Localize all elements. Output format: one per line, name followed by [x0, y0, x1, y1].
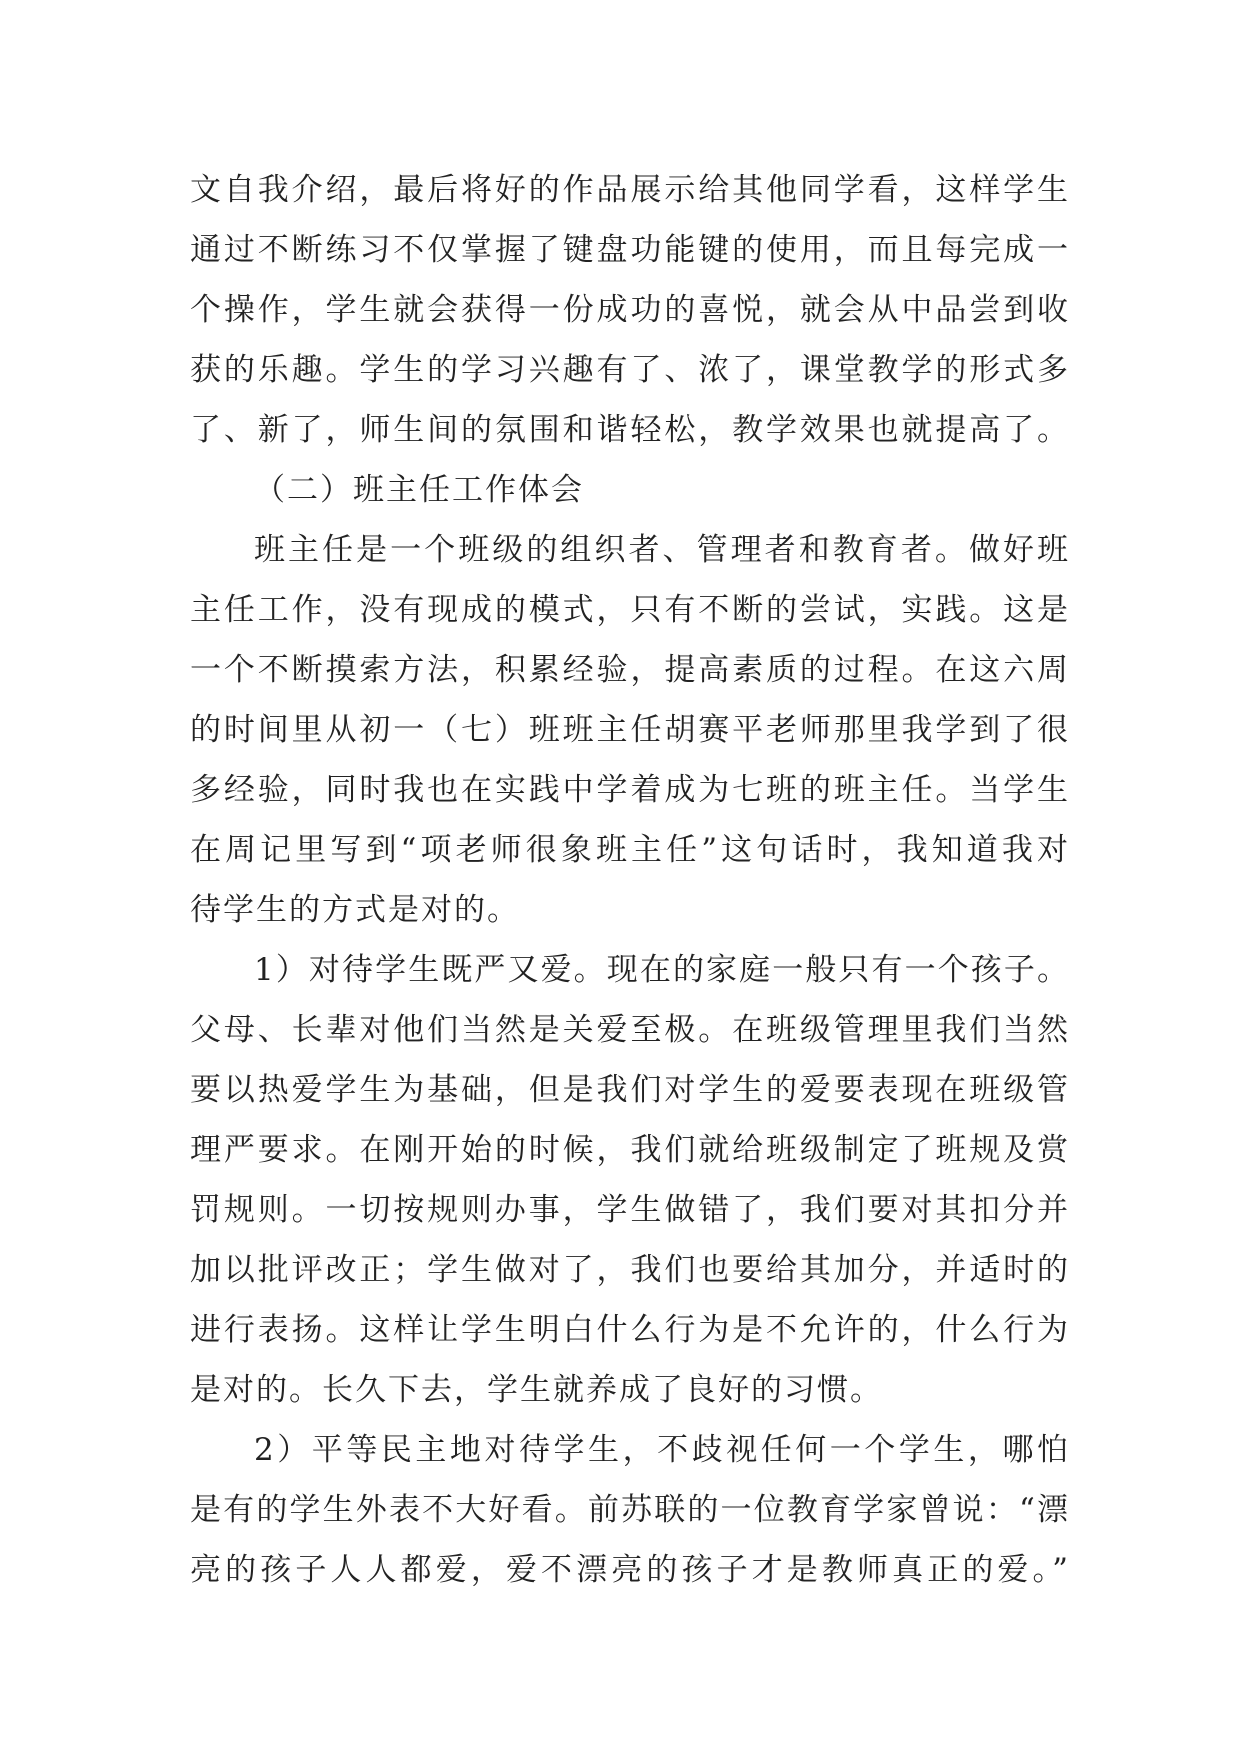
text-line: 的时间里从初一（七）班班主任胡赛平老师那里我学到了很 [190, 712, 1070, 748]
text-line: 是有的学生外表不大好看。前苏联的一位教育学家曾说：“漂 [190, 1492, 1070, 1528]
text-line: 罚规则。一切按规则办事，学生做错了，我们要对其扣分并 [190, 1192, 1070, 1228]
text-line: 一个不断摸索方法，积累经验，提高素质的过程。在这六周 [190, 652, 1070, 688]
text-line: 进行表扬。这样让学生明白什么行为是不允许的，什么行为 [190, 1312, 1070, 1348]
text-line: 多经验，同时我也在实践中学着成为七班的班主任。当学生 [190, 772, 1070, 808]
text-line: 获的乐趣。学生的学习兴趣有了、浓了，课堂教学的形式多 [190, 352, 1070, 388]
text-line: 了、新了，师生间的氛围和谐轻松，教学效果也就提高了。 [190, 412, 1070, 448]
text-line: 是对的。长久下去，学生就养成了良好的习惯。 [190, 1372, 883, 1408]
text-line: 主任工作，没有现成的模式，只有不断的尝试，实践。这是 [190, 592, 1070, 628]
text-line: 文自我介绍，最后将好的作品展示给其他同学看，这样学生 [190, 172, 1070, 208]
text-line: 2）平等民主地对待学生，不歧视任何一个学生，哪怕 [254, 1432, 1070, 1468]
text-line: 加以批评改正；学生做对了，我们也要给其加分，并适时的 [190, 1252, 1070, 1288]
text-line: 待学生的方式是对的。 [190, 892, 520, 928]
text-line: 个操作，学生就会获得一份成功的喜悦，就会从中品尝到收 [190, 292, 1070, 328]
text-line: 通过不断练习不仅掌握了键盘功能键的使用，而且每完成一 [190, 232, 1070, 268]
text-line: 理严要求。在刚开始的时候，我们就给班级制定了班规及赏 [190, 1132, 1070, 1168]
text-line: 在周记里写到“项老师很象班主任”这句话时，我知道我对 [190, 832, 1070, 868]
text-line: 班主任是一个班级的组织者、管理者和教育者。做好班 [254, 532, 1070, 568]
text-line: 父母、长辈对他们当然是关爱至极。在班级管理里我们当然 [190, 1012, 1070, 1048]
text-line: 亮的孩子人人都爱，爱不漂亮的孩子才是教师真正的爱。” [190, 1552, 1070, 1588]
text-line: 要以热爱学生为基础，但是我们对学生的爱要表现在班级管 [190, 1072, 1070, 1108]
text-line: 1）对待学生既严又爱。现在的家庭一般只有一个孩子。 [254, 952, 1070, 988]
document-body [190, 160, 1070, 1600]
text-line: （二）班主任工作体会 [254, 472, 584, 508]
